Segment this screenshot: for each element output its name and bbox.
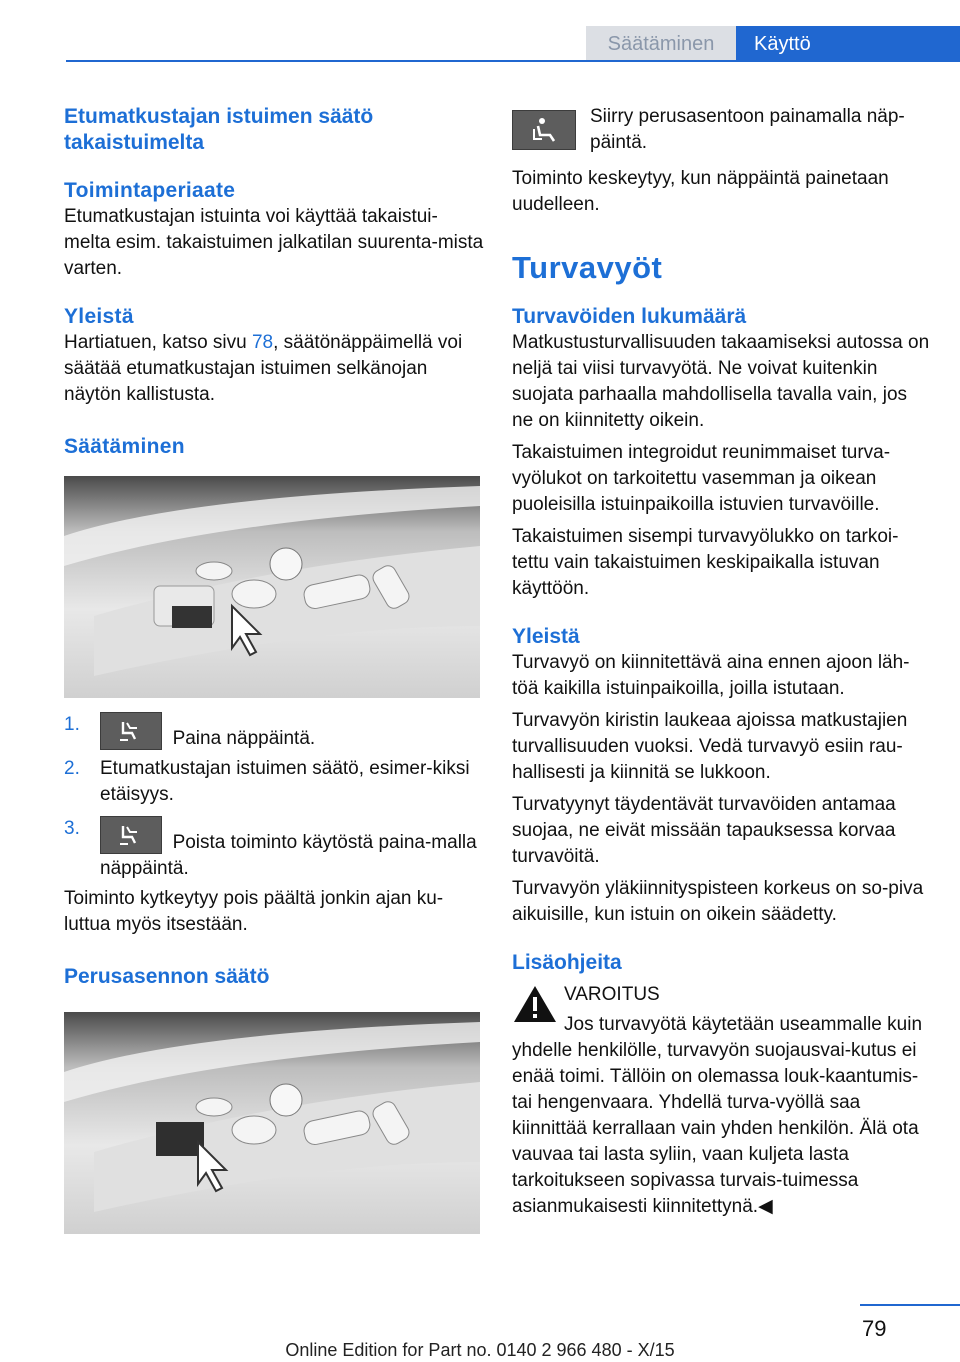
footer-rule <box>860 1304 960 1306</box>
belt-general-heading: Yleistä <box>512 625 580 648</box>
general-heading: Yleistä <box>64 305 134 328</box>
basic-instruction <box>512 104 932 156</box>
list-item: 1. Paina näppäintä. <box>64 714 316 749</box>
warning-box <box>512 982 932 1008</box>
left-column <box>64 104 484 1234</box>
page-number: 79 <box>862 1316 887 1341</box>
belt-count-heading: Turvavöiden lukumäärä <box>512 305 747 328</box>
basic-position-heading: Perusasennon säätö <box>64 965 270 988</box>
section-title: Etumatkustajan istuimen säätö takaistuimelta <box>64 105 374 154</box>
auto-off-text: Toiminto kytkeytyy pois päältä jonkin ajan ku-luttua myös itsestään. <box>64 888 444 935</box>
belt-general-p2: Turvavyön kiristin laukeaa ajoissa matkustajien turvallisuuden vuoksi. Vedä turvavyö esiin rau-hallisesti ja kiinnitä se lukkoon. <box>512 710 908 783</box>
belt-count-p3: Takaistuimen sisempi turvavyölukko on tarkoi-tettu vain takaistuimen keskipaikalla istuvan käyttöön. <box>512 526 899 599</box>
header-tab-chapter: Käyttö <box>736 26 960 62</box>
cancel-text: Toiminto keskeytyy, kun näppäintä painetaan uudelleen. <box>512 168 889 215</box>
principle-heading: Toimintaperiaate <box>64 179 236 202</box>
seat-button-icon <box>100 816 162 854</box>
steps-list <box>64 712 484 882</box>
basic-text: Siirry perusasentoon painamalla näp-päintä. <box>590 106 905 153</box>
header-tab-section: Säätäminen <box>586 26 736 62</box>
warning-label: VAROITUS <box>564 984 660 1005</box>
belt-general-p1: Turvavyö on kiinnitettävä aina ennen ajoon läh-töä kaikilla istuinpaikoilla, joilla istutaan. <box>512 652 910 699</box>
edition-footer: Online Edition for Part no. 0140 2 966 480 - X/15 <box>285 1340 675 1360</box>
seat-reset-icon <box>512 110 576 150</box>
warning-triangle-icon <box>512 984 558 1024</box>
right-column <box>512 104 932 1220</box>
warning-text: Jos turvavyötä käytetään useammalle kuin yhdelle henkilölle, turvavyön suojausvai-kutus ei enää toimi. Tällöin on olemassa louk-kaantumis- tai hengenvaara. Yhdellä turva-vyöllä saa kiinnittää kerrallaan vain yhden henkilön. Älä ota vauvaa tai lasta syliin, vaan kuljeta lasta tarkoitukseen sopivassa turvais-tuimessa asianmukaisesti kiinnitettynä.◀ <box>512 1014 923 1217</box>
adjust-heading: Säätäminen <box>64 435 185 458</box>
header-rule <box>66 60 960 62</box>
list-item: 2. Etumatkustajan istuimen säätö, esimer-kiksi etäisyys. <box>64 758 470 805</box>
belt-general-p4: Turvavyön yläkiinnityspisteen korkeus on so-piva aikuisille, kun istuin on oikein säädetty. <box>512 878 924 925</box>
more-info-heading: Lisäohjeita <box>512 951 622 974</box>
seat-controls-photo-1 <box>64 476 480 698</box>
seatbelts-heading: Turvavyöt <box>512 250 663 285</box>
seat-button-icon <box>100 712 162 750</box>
belt-general-p3: Turvatyynyt täydentävät turvavöiden antamaa suojaa, ne eivät missään tapauksessa korvaa turvavöitä. <box>512 794 896 867</box>
seat-controls-photo-2 <box>64 1012 480 1234</box>
principle-text: Etumatkustajan istuinta voi käyttää takaistui-melta esim. takaistuimen jalkatilan suurenta-mista varten. <box>64 206 484 279</box>
belt-count-p2: Takaistuimen integroidut reunimmaiset turva-vyölukot on tarkoitettu vasemman ja oikean puoleisilla istuinpaikoilla istuvien turvavöille. <box>512 442 891 515</box>
general-text: Hartiatuen, katso sivu 78, säätönäppäimellä voi säätää etumatkustajan istuimen selkänojan näytön kallistusta. <box>64 332 463 405</box>
page-link-78[interactable]: 78 <box>251 332 274 353</box>
list-item: 3. Poista toiminto käytöstä paina-malla näppäintä. <box>64 818 477 879</box>
belt-count-p1: Matkustusturvallisuuden takaamiseksi autossa on neljä tai viisi turvavyötä. Ne voivat kuitenkin suojata parhaalla mahdollisella tavalla vain, jos ne on kiinnitetty oikein. <box>512 332 930 431</box>
